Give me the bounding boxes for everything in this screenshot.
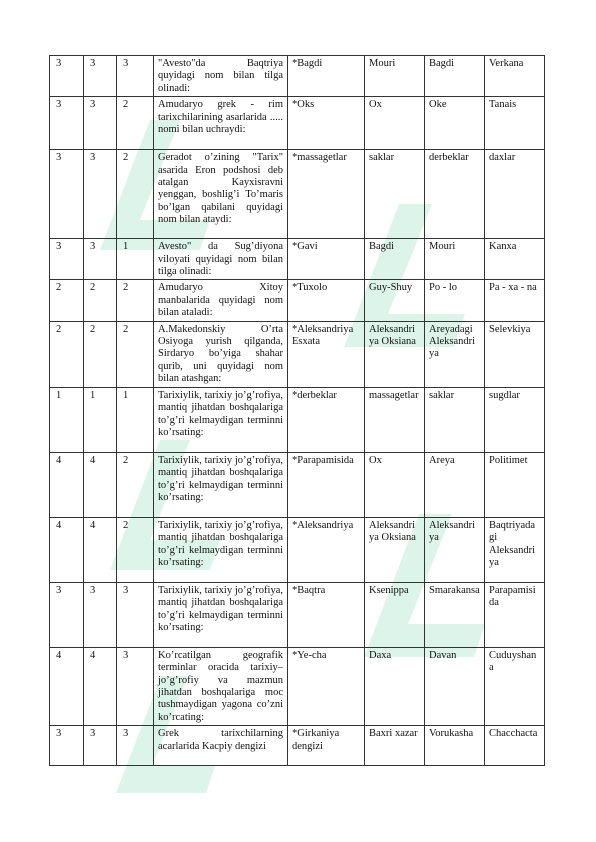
level-cell: 3 bbox=[50, 97, 84, 150]
question-cell: "Avesto"da Baqtriya quyidagi nom bilan tilga olinadi: bbox=[154, 56, 288, 97]
score-cell: 3 bbox=[117, 647, 154, 725]
option-3-cell: Vorukasha bbox=[425, 726, 485, 766]
level-cell: 3 bbox=[50, 582, 84, 647]
option-2-cell: Ksenippa bbox=[365, 582, 425, 647]
level-cell: 4 bbox=[50, 647, 84, 725]
score-cell: 3 bbox=[117, 726, 154, 766]
correct-answer-cell: *Girkaniya dengizi bbox=[288, 726, 365, 766]
score-cell: 2 bbox=[117, 517, 154, 582]
question-cell: Ko’rcatilgan geografik terminlar oracida tarixiy–jo’g’rofiy va mazmun jihatdan boshqalariga moc tushmaydigan yagona co’zni ko’rcating: bbox=[154, 647, 288, 725]
option-4-cell: Selevkiya bbox=[485, 321, 545, 387]
option-2-cell: saklar bbox=[365, 150, 425, 239]
correct-answer-cell: *Aleksandriya bbox=[288, 517, 365, 582]
option-2-cell: Ox bbox=[365, 97, 425, 150]
question-cell: A.Makedonskiy O’rta Osiyoga yurish qilganda, Sirdaryo bo’yiga shahar qurib, uni quyidagi nom bilan atashgan: bbox=[154, 321, 288, 387]
option-3-cell: Smarakansa bbox=[425, 582, 485, 647]
correct-answer-cell: *Aleksandriya Esxata bbox=[288, 321, 365, 387]
option-3-cell: Bagdi bbox=[425, 56, 485, 97]
table-row bbox=[50, 56, 545, 97]
option-2-cell: Ox bbox=[365, 452, 425, 517]
correct-answer-cell: *Ye-cha bbox=[288, 647, 365, 725]
difficulty-cell: 3 bbox=[84, 582, 117, 647]
option-4-cell: daxlar bbox=[485, 150, 545, 239]
correct-answer-cell: *massagetlar bbox=[288, 150, 365, 239]
difficulty-cell: 3 bbox=[84, 726, 117, 766]
option-4-cell: Cuduyshana bbox=[485, 647, 545, 725]
score-cell: 1 bbox=[117, 239, 154, 280]
option-4-cell: Baqtriyadagi Aleksandriya bbox=[485, 517, 545, 582]
difficulty-cell: 2 bbox=[84, 280, 117, 321]
level-cell: 2 bbox=[50, 280, 84, 321]
question-cell: Avesto" da Sug’diyona viloyati quyidagi nom bilan tilga olinadi: bbox=[154, 239, 288, 280]
option-4-cell: Tanais bbox=[485, 97, 545, 150]
correct-answer-cell: *Oks bbox=[288, 97, 365, 150]
correct-answer-cell: *Parapamisida bbox=[288, 452, 365, 517]
table-row bbox=[50, 321, 545, 387]
option-4-cell: Chacchacta bbox=[485, 726, 545, 766]
table-row bbox=[50, 280, 545, 321]
difficulty-cell: 3 bbox=[84, 97, 117, 150]
question-cell: Amudaryo grek - rim tarixchilarining asarlarida ..... nomi bilan uchraydi: bbox=[154, 97, 288, 150]
option-4-cell: Politimet bbox=[485, 452, 545, 517]
option-3-cell: saklar bbox=[425, 387, 485, 452]
option-4-cell: Pa - xa - na bbox=[485, 280, 545, 321]
score-cell: 1 bbox=[117, 387, 154, 452]
option-2-cell: Aleksandriya Oksiana bbox=[365, 321, 425, 387]
difficulty-cell: 3 bbox=[84, 150, 117, 239]
option-3-cell: derbeklar bbox=[425, 150, 485, 239]
table-row bbox=[50, 647, 545, 725]
option-4-cell: sugdlar bbox=[485, 387, 545, 452]
questions-table-body bbox=[50, 56, 545, 766]
difficulty-cell: 2 bbox=[84, 321, 117, 387]
option-4-cell: Parapamisida bbox=[485, 582, 545, 647]
option-3-cell: Oke bbox=[425, 97, 485, 150]
score-cell: 2 bbox=[117, 150, 154, 239]
option-4-cell: Verkana bbox=[485, 56, 545, 97]
table-row bbox=[50, 517, 545, 582]
level-cell: 3 bbox=[50, 56, 84, 97]
question-cell: Amudaryo Xitoy manbalarida quyidagi nom bilan ataladi: bbox=[154, 280, 288, 321]
option-3-cell: Areyadagi Aleksandriya bbox=[425, 321, 485, 387]
option-2-cell: Guy-Shuy bbox=[365, 280, 425, 321]
score-cell: 2 bbox=[117, 452, 154, 517]
level-cell: 1 bbox=[50, 387, 84, 452]
question-cell: Geradot o’zining "Tarix" asarida Eron podshosi deb atalgan Kayxisravni yenggan, boshlig’i To’maris bo’lgan qabilani quyidagi nom bilan ataydi: bbox=[154, 150, 288, 239]
level-cell: 2 bbox=[50, 321, 84, 387]
option-3-cell: Po - lo bbox=[425, 280, 485, 321]
difficulty-cell: 4 bbox=[84, 452, 117, 517]
correct-answer-cell: *Baqtra bbox=[288, 582, 365, 647]
table-row bbox=[50, 150, 545, 239]
option-3-cell: Davan bbox=[425, 647, 485, 725]
score-cell: 2 bbox=[117, 321, 154, 387]
question-cell: Tarixiylik, tarixiy jo’g’rofiya, mantiq jihatdan boshqalariga to’g’ri kelmaydigan terminni ko’rsating: bbox=[154, 387, 288, 452]
question-cell: Tarixiylik, tarixiy jo’g’rofiya, mantiq jihatdan boshqalariga to’g’ri kelmaydigan terminni ko’rsating: bbox=[154, 517, 288, 582]
questions-table bbox=[49, 55, 545, 766]
difficulty-cell: 4 bbox=[84, 647, 117, 725]
table-row bbox=[50, 239, 545, 280]
correct-answer-cell: *Tuxolo bbox=[288, 280, 365, 321]
level-cell: 4 bbox=[50, 517, 84, 582]
option-3-cell: Areya bbox=[425, 452, 485, 517]
level-cell: 4 bbox=[50, 452, 84, 517]
option-2-cell: Daxa bbox=[365, 647, 425, 725]
difficulty-cell: 1 bbox=[84, 387, 117, 452]
question-cell: Tarixiylik, tarixiy jo’g’rofiya, mantiq jihatdan boshqalariga to’g’ri kelmaydigan terminni ko’rsating: bbox=[154, 582, 288, 647]
question-cell: Grek tarixchilarning acarlarida Kacpiy dengizi bbox=[154, 726, 288, 766]
option-4-cell: Kanxa bbox=[485, 239, 545, 280]
option-2-cell: Aleksandriya Oksiana bbox=[365, 517, 425, 582]
score-cell: 3 bbox=[117, 582, 154, 647]
score-cell: 2 bbox=[117, 280, 154, 321]
correct-answer-cell: *Bagdi bbox=[288, 56, 365, 97]
correct-answer-cell: *derbeklar bbox=[288, 387, 365, 452]
option-2-cell: massagetlar bbox=[365, 387, 425, 452]
table-row bbox=[50, 582, 545, 647]
option-3-cell: Mouri bbox=[425, 239, 485, 280]
level-cell: 3 bbox=[50, 726, 84, 766]
difficulty-cell: 4 bbox=[84, 517, 117, 582]
table-row bbox=[50, 452, 545, 517]
score-cell: 2 bbox=[117, 97, 154, 150]
correct-answer-cell: *Gavi bbox=[288, 239, 365, 280]
option-3-cell: Aleksandriya bbox=[425, 517, 485, 582]
table-row bbox=[50, 387, 545, 452]
option-2-cell: Mouri bbox=[365, 56, 425, 97]
table-row bbox=[50, 726, 545, 766]
score-cell: 3 bbox=[117, 56, 154, 97]
option-2-cell: Bagdi bbox=[365, 239, 425, 280]
table-row bbox=[50, 97, 545, 150]
option-2-cell: Baxri xazar bbox=[365, 726, 425, 766]
level-cell: 3 bbox=[50, 150, 84, 239]
difficulty-cell: 3 bbox=[84, 239, 117, 280]
difficulty-cell: 3 bbox=[84, 56, 117, 97]
question-cell: Tarixiylik, tarixiy jo’g’rofiya, mantiq jihatdan boshqalariga to’g’ri kelmaydigan terminni ko’rsating: bbox=[154, 452, 288, 517]
level-cell: 3 bbox=[50, 239, 84, 280]
